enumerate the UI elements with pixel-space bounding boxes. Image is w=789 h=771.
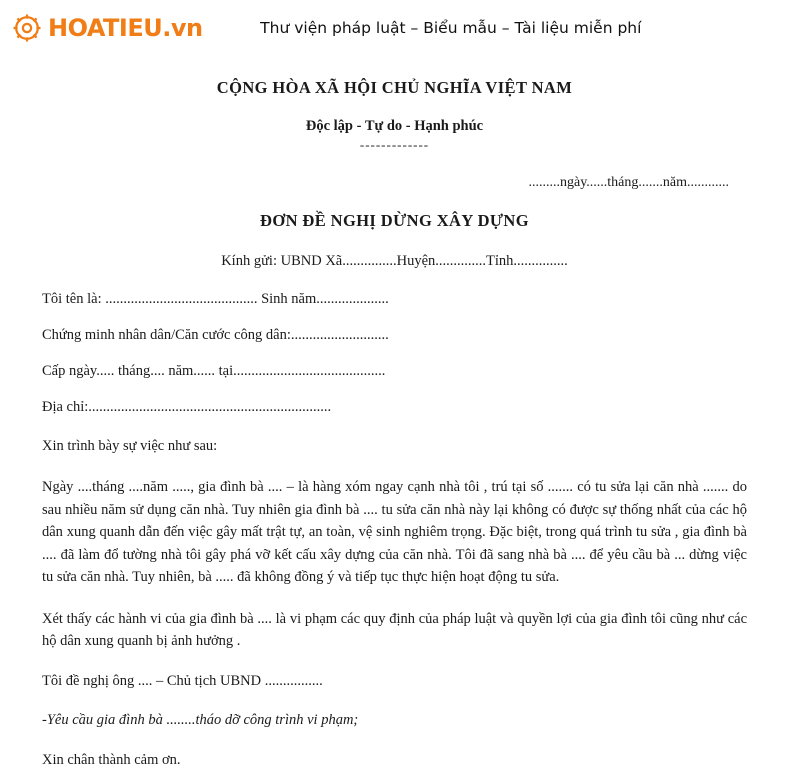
body-paragraph: Ngày ....tháng ....năm ....., gia đình bà .... – là hàng xóm ngay cạnh nhà tôi , trú tại số ....... có tu sửa lại căn nhà ....... do sau nhiều năm sử dụng căn nhà. Tuy nhiên gia đình bà .... tu sửa căn nhà này lại không có được sự thống nhất của các hộ dân xung quanh dẫn đến việc gây mất trật tự, an toàn, vệ sinh nghiêm trọng. Đặc biệt, trong quá trình tu sửa , gia đình bà .... đã làm đổ tường nhà tôi gây phá vỡ kết cấu xây dựng của căn nhà. Tôi đã sang nhà bà .... để yêu cầu bà ... dừng việc tu sửa căn nhà. Tuy nhiên, bà ..... đã không đồng ý và tiếp tục thực hiện hoạt động tu sửa. <box>42 479 747 586</box>
field-address: Địa chỉ:................................................................... <box>42 399 332 415</box>
request-line: Tôi đề nghị ông .... – Chủ tịch UBND ................ <box>42 672 323 689</box>
thanks-line: Xin chân thành cảm ơn. <box>42 751 181 768</box>
document-content <box>0 78 789 771</box>
intro-line: Xin trình bày sự việc như sau: <box>42 438 218 454</box>
consider-paragraph: Xét thấy các hành vi của gia đình bà .... là vi phạm các quy định của pháp luật và quyền lợi của gia đình tôi cũng như các hộ dân xung quanh bị ảnh hưởng . <box>42 610 747 650</box>
demand-line: -Yêu cầu gia đình bà ........tháo dỡ công trình vi phạm; <box>42 712 359 729</box>
date-line: .........ngày......tháng.......năm............ <box>528 175 729 190</box>
recipient-line: Kính gửi: UBND Xã...............Huyện..............Tỉnh............... <box>221 253 568 269</box>
brand-text <box>48 16 203 40</box>
gear-logo-icon <box>12 13 42 43</box>
brand-suffix: vn <box>170 14 203 42</box>
brand-dot: . <box>162 14 171 42</box>
national-title: CỘNG HÒA XÃ HỘI CHỦ NGHĨA VIỆT NAM <box>216 78 573 97</box>
field-issue-date: Cấp ngày..... tháng.... năm...... tại.......................................... <box>42 363 386 379</box>
site-header <box>0 0 789 52</box>
national-motto: Độc lập - Tự do - Hạnh phúc <box>305 118 484 134</box>
page-title: ĐƠN ĐỀ NGHỊ DỪNG XÂY DỰNG <box>260 211 529 230</box>
brand-main: HOATIEU <box>48 14 163 42</box>
header-tagline: Thư viện pháp luật – Biểu mẫu – Tài liệu miễn phí <box>260 19 642 37</box>
brand-logo-block[interactable] <box>12 13 203 43</box>
field-id-number: Chứng minh nhân dân/Căn cước công dân:........................... <box>42 327 389 343</box>
field-name-year: Tôi tên là: .......................................... Sinh năm.................... <box>42 291 389 307</box>
motto-rule: ------------- <box>359 137 430 152</box>
